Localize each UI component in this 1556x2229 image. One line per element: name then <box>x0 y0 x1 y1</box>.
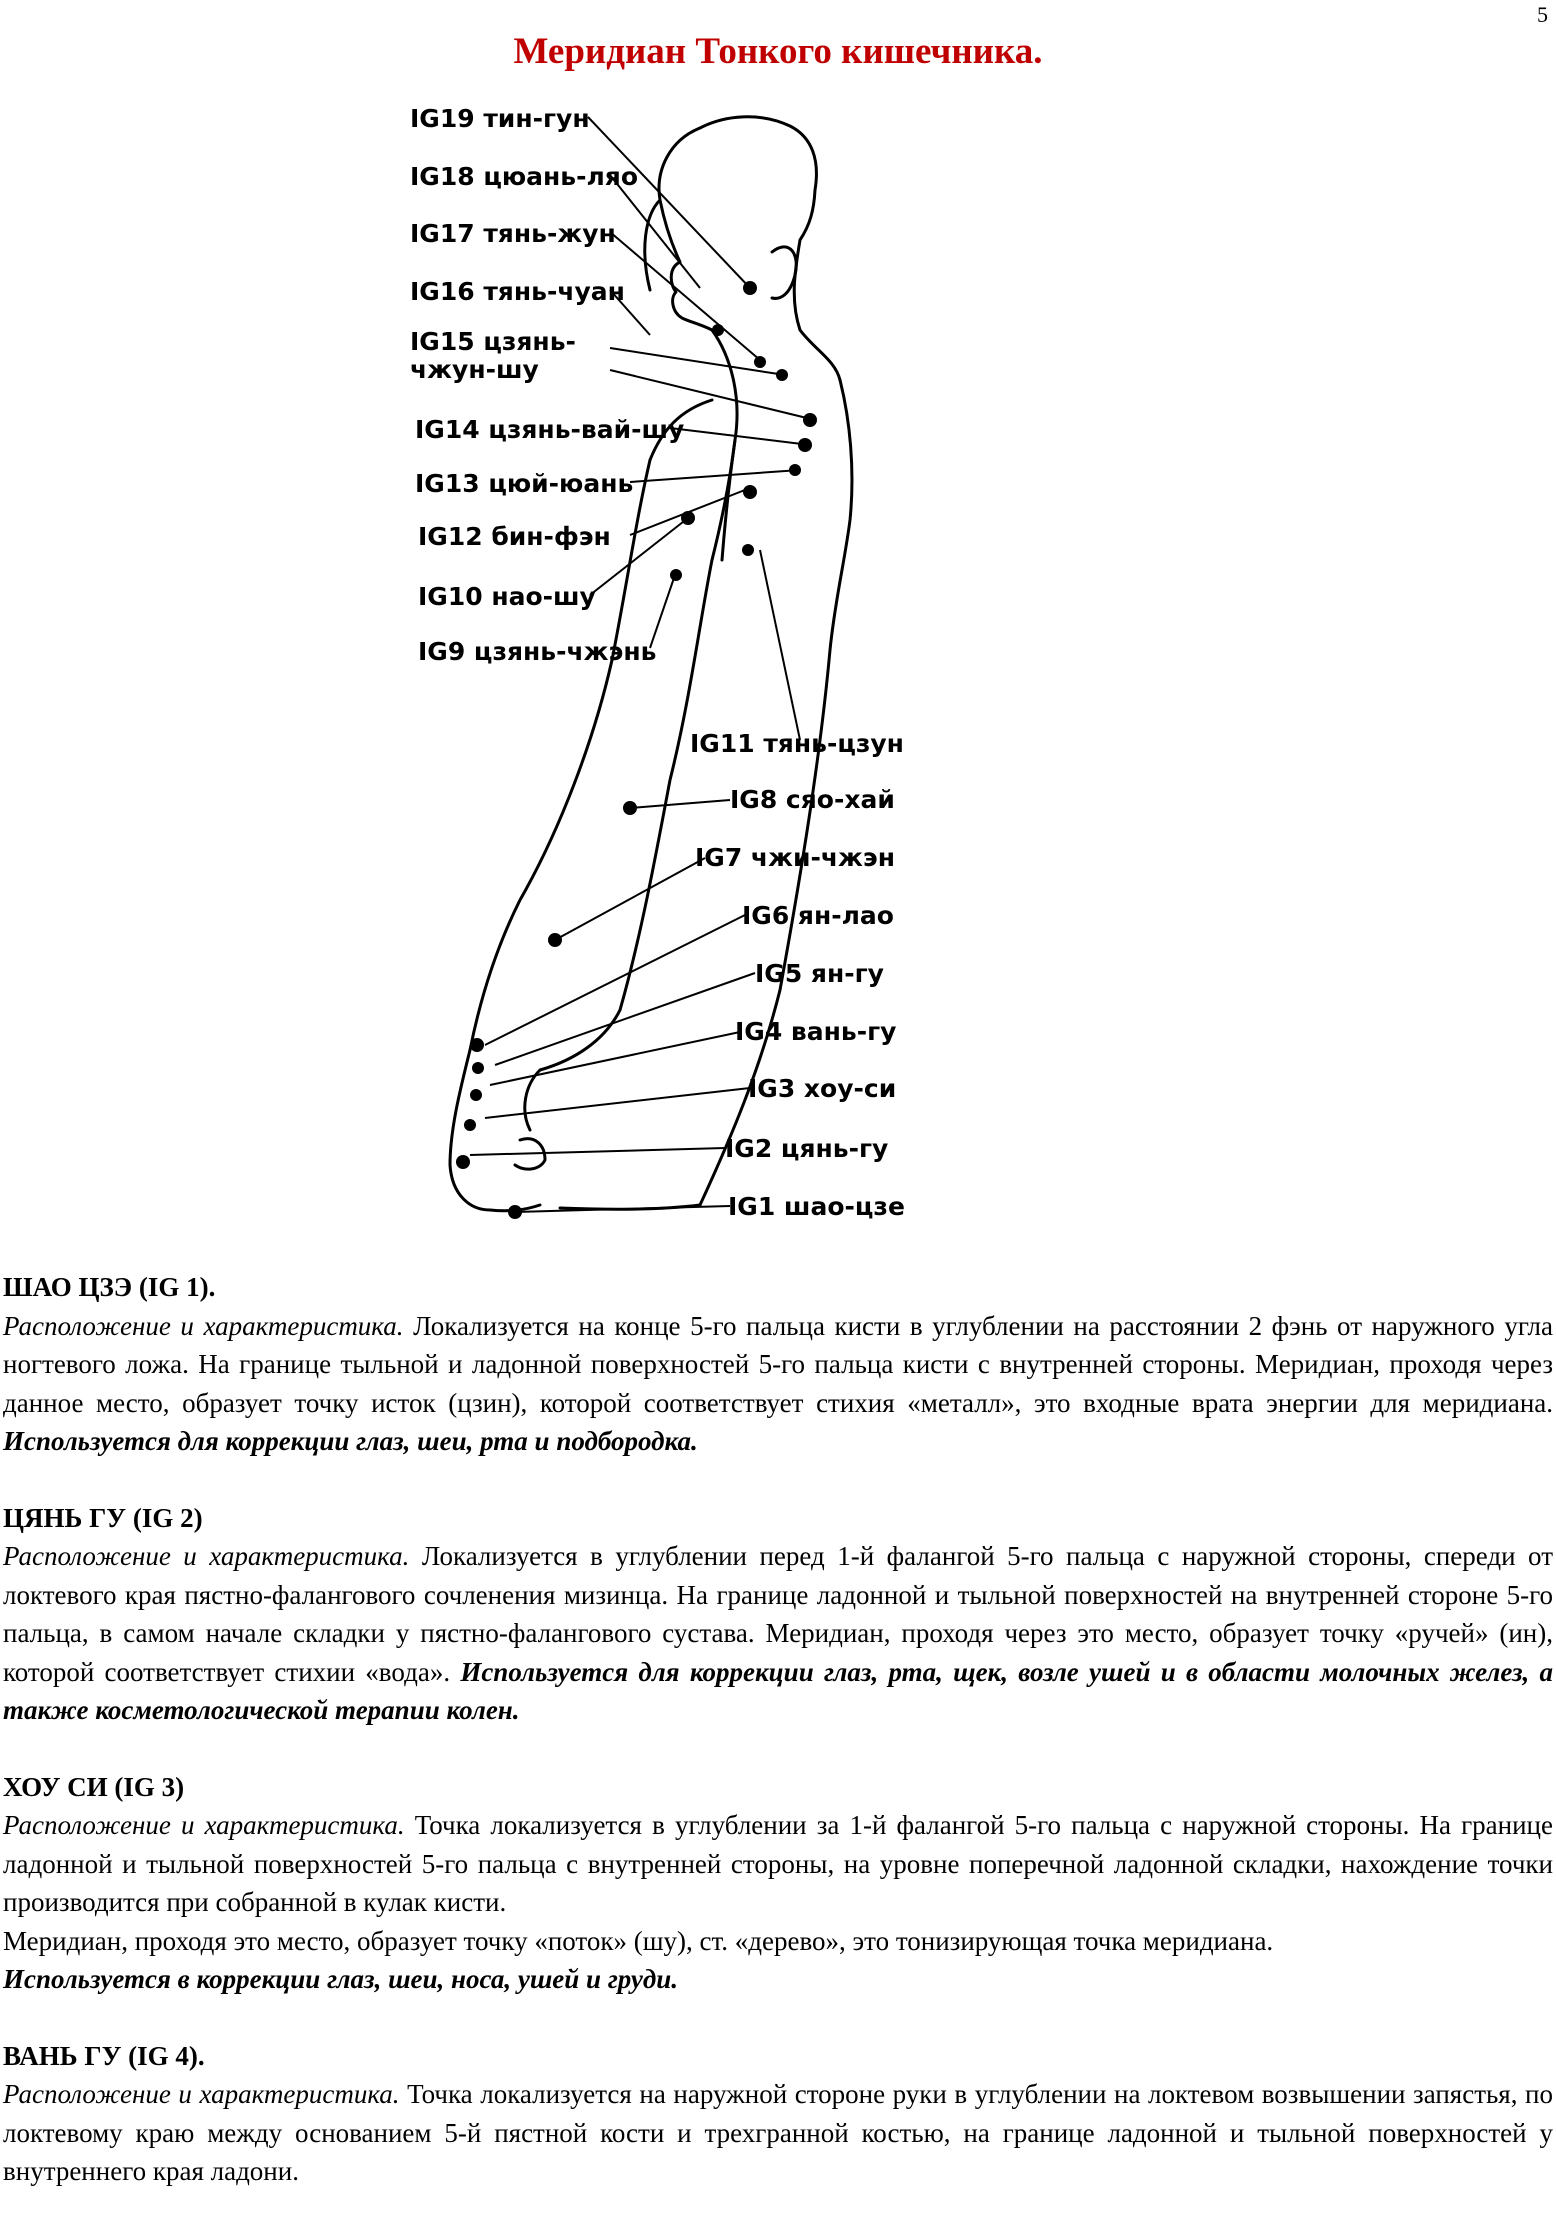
point-ig2 <box>456 1155 470 1169</box>
point-ig7 <box>548 933 562 947</box>
label-ig15-cont: чжун-шу <box>410 355 539 384</box>
label-ig11: IG11 тянь-цзун <box>690 729 904 758</box>
point-ig4 <box>470 1089 482 1101</box>
label-ig5: IG5 ян-гу <box>755 959 884 988</box>
section-paragraph <box>3 2075 1553 2191</box>
label-ig14: IG14 цзянь-вай-шу <box>415 415 685 444</box>
label-ig7: IG7 чжи-чжэн <box>695 843 895 872</box>
description-text: Точка локализуется в углублении за 1-й фалангой 5-го пальца с наружной стороны. На границе ладонной и тыльной поверхностей 5-го пальца с внутренней стороны, на уровне поперечной ладонной складки, нахождение точки производится при собранной в кулак кисти. <box>3 1810 1553 1917</box>
point-ig1 <box>508 1205 522 1219</box>
label-ig6: IG6 ян-лао <box>742 901 894 930</box>
point-ig11 <box>742 544 754 556</box>
label-ig4: IG4 вань-гу <box>735 1017 897 1046</box>
text-body <box>3 1268 1553 2229</box>
label-ig3: IG3 хоу-си <box>748 1074 897 1103</box>
point-ig10 <box>681 511 695 525</box>
description-text: Точка локализуется на наружной стороне руки в углублении на локтевом возвышении запястья, по локтевому краю между основанием 5-й пястной кости и трехгранной костью, на границе ладонной и тыльной поверхностей у внутреннего края ладони. <box>3 2079 1553 2186</box>
label-ig10: IG10 нао-шу <box>418 582 596 611</box>
label-ig16: IG16 тянь-чуан <box>410 277 625 306</box>
characteristic-label: Расположение и характеристика. <box>3 1541 410 1571</box>
point-ig12 <box>743 485 757 499</box>
label-ig15: IG15 цзянь- <box>410 327 576 356</box>
characteristic-label: Расположение и характеристика. <box>3 1310 404 1341</box>
point-ig18 <box>712 324 724 336</box>
label-ig18: IG18 цюань-ляо <box>410 162 639 191</box>
point-ig13 <box>789 464 801 476</box>
label-ig19: IG19 тин-гун <box>410 104 590 133</box>
section-paragraph <box>3 1537 1553 1730</box>
point-ig8 <box>623 801 637 815</box>
section-heading: ВАНЬ ГУ (IG 4). <box>3 2040 205 2071</box>
label-ig12: IG12 бин-фэн <box>418 522 611 551</box>
section-heading: ХОУ СИ (IG 3) <box>3 1771 185 1802</box>
label-ig13: IG13 цюй-юань <box>415 469 634 498</box>
point-ig19 <box>743 281 757 295</box>
point-ig6 <box>470 1038 484 1052</box>
section-van-gu <box>3 2037 1553 2191</box>
section-paragraph-2 <box>3 1922 1553 1961</box>
point-ig15 <box>803 413 817 427</box>
point-ig16 <box>776 369 788 381</box>
page-number: 5 <box>1537 2 1548 27</box>
point-ig9 <box>670 569 682 581</box>
usage-text: Используется для коррекции глаз, рта, щек, возле ушей и в области молочных желез, а также косметологической терапии колен. <box>3 1656 1553 1725</box>
description-text-2: Меридиан, проходя это место, образует точку «поток» (шу), ст. «дерево», это тонизирующая точка меридиана. <box>3 1925 1274 1956</box>
label-ig8: IG8 сяо-хай <box>730 785 895 814</box>
label-ig17: IG17 тянь-жун <box>410 219 616 248</box>
section-heading: ЦЯНЬ ГУ (IG 2) <box>3 1502 203 1533</box>
section-usage <box>3 1960 1553 1999</box>
section-paragraph <box>3 1307 1553 1461</box>
meridian-figure <box>380 90 940 1230</box>
label-ig2: IG2 цянь-гу <box>725 1134 889 1163</box>
label-ig9: IG9 цзянь-чжэнь <box>418 637 657 666</box>
description-text: Локализуется в углублении перед 1-й фалангой 5-го пальца с наружной стороны, спереди от локтевого края пястно-фалангового сочленения мизинца. На границе ладонной и тыльной поверхностей на внутренней стороне 5-го пальца, в самом начале складки у пястно-фалангового сустава. Меридиан, проходя через это место, образует точку «ручей» (ин), которой соответствует стихии «вода». <box>3 1541 1554 1687</box>
point-ig14 <box>798 438 812 452</box>
point-ig3 <box>464 1119 476 1131</box>
label-ig1: IG1 шао-цзе <box>728 1192 905 1221</box>
usage-text: Используется в коррекции глаз, шеи, носа, ушей и груди. <box>3 1964 678 1994</box>
section-paragraph <box>3 1806 1553 1922</box>
section-shao-tsze <box>3 1268 1553 1461</box>
point-ig5 <box>472 1062 484 1074</box>
section-hou-si <box>3 1768 1553 1999</box>
characteristic-label: Расположение и характеристика. <box>3 2079 400 2109</box>
section-heading: ШАО ЦЗЭ (IG 1). <box>3 1272 216 1302</box>
point-ig17 <box>754 356 766 368</box>
page-title: Меридиан Тонкого кишечника. <box>513 31 1043 72</box>
section-tsyan-gu <box>3 1499 1553 1730</box>
description-text: Локализуется на конце 5-го пальца кисти в углублении на расстоянии 2 фэнь от наружного угла ногтевого ложа. На границе тыльной и ладонной поверхностей 5-го пальца кисти с внутренней стороны. Меридиан, проходя через данное место, образует точку исток (цзин), которой соответствует стихия «металл», это входные врата энергии для меридиана. <box>3 1310 1554 1418</box>
characteristic-label: Расположение и характеристика. <box>3 1810 405 1840</box>
usage-text: Используется для коррекции глаз, шеи, рта и подбородка. <box>3 1426 698 1456</box>
